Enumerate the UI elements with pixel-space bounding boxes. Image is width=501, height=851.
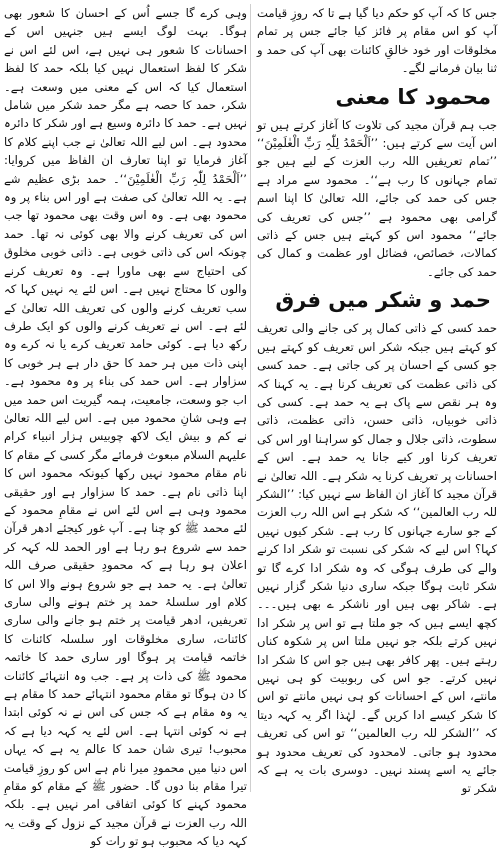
continuation-paragraph: وہی کرے گا جسے اُس کے احسان کا شعور بھی ہوگا۔ بہت لوگ ایسے ہیں جنہیں اس کے احسانات کا شعور ہی نہیں ہے، اس لئے اس نے شکر کا لفظ استعمال نہیں کیا بلکہ حمد کا لفظ استعمال کیا کہ اس کے معنی میں وسعت ہے۔ شکر، حمد کا حصہ ہے مگر حمد شکر میں شامل نہیں ہے۔ حمد کا دائرہ وسیع ہے اور شکر کا دائرہ محدود ہے۔ اس لیے اللہ تعالیٰ نے جب اپنے کلام کا آغاز فرمایا تو اپنا تعارف ان الفاظ میں کروایا: ’’اَلْحَمْدُ لِلّٰہِ رَبِّ الْعٰلَمِیْنَ‘‘۔ حمد بڑی عظیم شے ہے۔ یہ اللہ تعالیٰ کی صفت ہے اور اس بناء پر وہ محمود بھی ہے۔ وہ اس وقت بھی محمود تھا جب اس کی تعریف کرنے والا بھی کوئی نہ تھا۔ حمد چونکہ اس کی ذاتی خوبی ہے۔ ذاتی خوبی مخلوق کی احتیاج سے بھی ماورا ہے۔ وہ تعریف کرنے والوں کا محتاج نہیں ہے۔ اس لئے یہ نہیں کہا کہ سب تعریف کرنے والوں کی تعریف اللہ تعالیٰ کے لئے ہے۔ اس نے تعریف کرنے والوں کو ایک طرف رکھ دیا ہے۔ کوئی حامد تعریف کرے یا نہ کرے وہ اپنی ذات میں ہر حمد کا حق دار ہے ہر خوبی کا سزاوار ہے۔ اس حمد کی بناء پر وہ محمود ہے۔ اب جو وسعت، جامعیت، ہمہ گیریت اس حمد میں ہے وہی شانِ محمود میں ہے۔ اس لیے اللہ تعالیٰ نے کم و بیش ایک لاکھ چوبیس ہزار انبیاء کرام علیہم السلام مبعوث فرمائے مگر کسی کے مقام کا نام مقام محمود نہیں رکھا کیونکہ محمود اس کا اپنا ذاتی نام ہے۔ حمد کا سزاوار ہے اور حقیقی محمود وہی ہے اس لئے اس نے مقامِ محمود کے لئے محمد ﷺ کو چنا ہے۔ آپ غور کیجئے ادھر قرآن حمد سے شروع ہو رہا ہے اور الحمد للہ کہہ کر اعلان ہو رہا ہے کہ محمودِ حقیقی صرف اللہ تعالیٰ ہے۔ یہ حمد ہے جو شروع ہونے والا اس کا کلام اور سلسلۂ حمد پر ختم ہونے والی ساری تعریفیں، ادھر قیامت پر ختم ہو جانے والی ساری کائنات، ساری مخلوقات اور سلسلہ کائنات کا خاتمہ قیامت پر ہوگا اور ساری حمد کا خاتمہ محمود ﷺ کی ذات پر ہے۔ جب وہ انتہائے کائنات کا دن ہوگا تو مقام محمود انتہائے حمد کا مقام ہے یہ وہ مقام ہے کہ جس کی اس نے نہ کوئی ابتدا ہے نہ کوئی انتہا ہے۔ اس لئے یہ کہہ دیا ہے کہ محبوب! تیری شان حمد کا عالم یہ ہے کہ یہاں اس دنیا میں محمودِ میرا نام ہے اس کو روزِ قیامت تیرا مقام بنا دوں گا۔ حضور ﷺ کے مقام کو مقامِ محمود کہنے کا کوئی اتفاقی امر نہیں ہے۔ بلکہ اللہ رب العزت نے قرآن مجید کے نزول کے وقت یہ کہہ دیا کہ محبوب ہو تو رات کو [4,6,247,849]
right-column [257,4,497,796]
column-divider [250,4,251,792]
meaning-paragraph: جب ہم قرآن مجید کی تلاوت کا آغاز کرتے ہیں تو اس آیت سے کرتے ہیں: ’’اَلْحَمْدُ لِلّٰہِ رَبِّ الْعٰلَمِیْنَ‘‘ ’’تمام تعریفیں اللہ رب العزت کے لیے ہیں جو تمام جہانوں کا رب ہے‘‘۔ محمود سے مراد ہے جس کی حمد کی جائے، اللہ تعالیٰ کا اپنا اسم گرامی بھی محمود ہے ’’جس کی تعریف کی جائے‘‘ محمود اس کو کہتے ہیں جس کے ذاتی کمالات، خصائص، فضائل اور عظمت و کمال کی حمد کی جائے۔ [257,117,497,279]
section-heading-meaning-of-mahmood: محمود کا معنی [335,84,491,109]
section-heading-hamd-shukr-difference: حمد و شکر میں فرق [275,288,491,313]
left-column [4,4,247,849]
intro-paragraph: جس کا کہ آپ کو حکم دیا گیا ہے تا کہ روزِ قیامت آپ کو اس مقام پر فائز کیا جائے جس پر تمام مخلوقات اور خود خالقِ کائنات بھی آپ کی حمد و ثنا بیان فرمانے لگے۔ [257,6,497,76]
difference-paragraph: حمد کسی کے ذاتی کمال پر کی جانے والی تعریف کو کہتے ہیں جبکہ شکر اس تعریف کو کہتے ہیں جو کسی کے احسان پر کی جاتی ہے۔ حمد کسی کی ذاتی عظمت کی تعریف کرنا ہے۔ یہ کہنا کہ وہ ہر نقص سے پاک ہے یہ حمد ہے۔ کسی کی ذاتی خوبیاں، ذاتی حسن، ذاتی عظمت، ذاتی سطوت، ذاتی جلال و جمال کو سراہنا اور اس کی تعریف کرنا اور کیے جانا یہ حمد ہے۔ اس کے احسانات پر تعریف کرنا یہ شکر ہے۔ اللہ تعالیٰ نے قرآن مجید کا آغاز ان الفاظ سے نہیں کیا: ’’الشکر للہ رب العالمین‘‘ کہ شکر ہے اس اللہ رب العزت کے جو سارے جہانوں کا رب ہے۔ شکر کیوں نہیں کہا؟ اس لیے کہ شکر کی نسبت تو شکر ادا کرنے والے کی طرف ہوگی کہ وہ شکر ادا کرے گا تو شکر ثابت ہوگا جبکہ ساری دنیا شکر گزار نہیں ہے۔ شاکر بھی ہیں اور ناشکر ے بھی ہیں۔۔۔ کچھ ایسے ہیں کہ جو ملتا ہے تو اس پر شکر ادا نہیں کرتے بلکہ جو نہیں ملتا اس پر شکوہ کناں رہتے ہیں۔ پھر کافر بھی ہیں جو اس کا شکر ادا نہیں کرتے۔ جو اس کی ربوبیت کو ہی نہیں مانتے، اس کے احسانات کو ہی نہیں مانتے تو اس کا شکر کیسے ادا کریں گے۔ لہٰذا اگر یہ کہہ دیتا کہ ’’الشکر للہ رب العالمین‘‘ تو اس کی تعریف محدود ہو جاتی۔ لامحدود کی تعریف محدود ہو جائے یہ اسے پسند نہیں۔ دوسری بات یہ ہے کہ شکر تو [257,321,497,796]
